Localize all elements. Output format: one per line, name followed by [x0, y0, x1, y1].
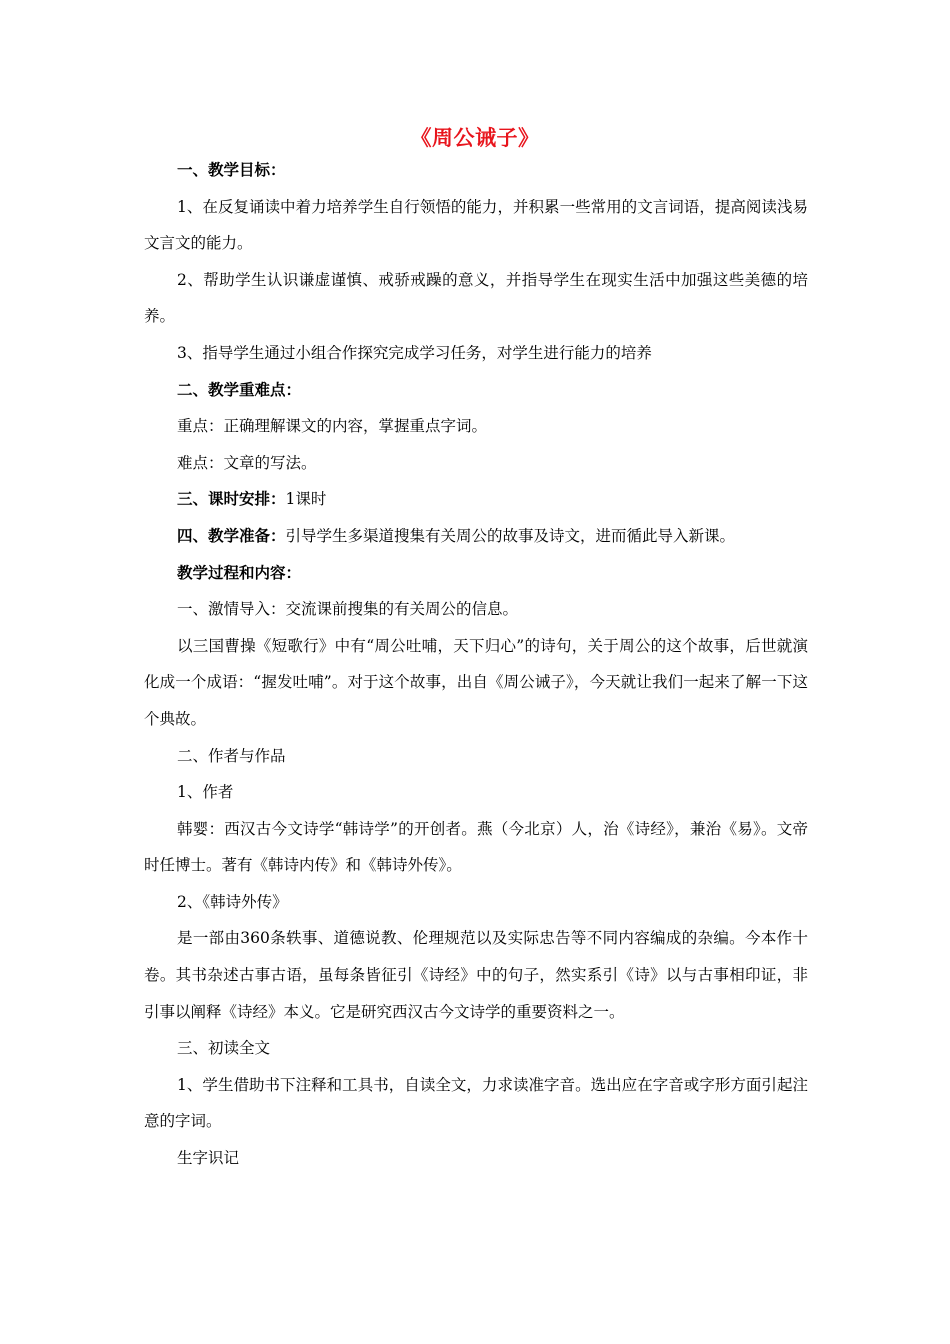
- new-words-heading: 生字识记: [177, 1149, 240, 1168]
- goal-item-3: 3、指导学生通过小组合作探究完成学习任务，对学生进行能力的培养: [177, 343, 652, 362]
- preparation-value: 引导学生多渠道搜集有关周公的故事及诗文，进而循此导入新课。: [285, 526, 736, 545]
- work-text: 是一部由360条轶事、道德说教、伦理规范以及实际忠告等不同内容编成的杂编。今本作十卷。其书杂述古事古语，虽每条皆征引《诗经》中的句子，然实系引《诗》以与古事相印证，非引事以阐释《诗经》本义。它是研究西汉古今文诗学的重要资料之一。: [144, 929, 808, 1021]
- document-body: [144, 152, 808, 1177]
- difficulty-point: 难点：文章的写法。: [177, 453, 317, 472]
- preparation-label: 四、教学准备：: [177, 525, 286, 545]
- author-text: 韩婴：西汉古今文诗学“韩诗学”的开创者。燕（今北京）人，治《诗经》，兼治《易》。文帝时任博士。著有《韩诗内传》和《韩诗外传》。: [144, 819, 808, 875]
- schedule-value: 1课时: [285, 490, 327, 509]
- schedule-line: [144, 481, 808, 518]
- goal-item-1: 1、在反复诵读中着力培养学生自行领悟的能力，并积累一些常用的文言词语，提高阅读浅易文言文的能力。: [144, 197, 808, 253]
- author-section-heading: 二、作者与作品: [177, 746, 286, 765]
- process-heading: 教学过程和内容：: [177, 562, 302, 582]
- document-title: 《周公诫子》: [410, 125, 540, 150]
- author-heading: 1、作者: [177, 783, 234, 802]
- goals-heading: 一、教学目标：: [177, 160, 286, 179]
- reading-section-heading: 三、初读全文: [177, 1039, 271, 1058]
- goal-item-2: 2、帮助学生认识谦虚谨慎、戒骄戒躁的意义，并指导学生在现实生活中加强这些美德的培养。: [144, 270, 808, 326]
- key-point: 重点：正确理解课文的内容，掌握重点字词。: [177, 417, 488, 436]
- key-points-heading: 二、教学重难点：: [177, 379, 302, 399]
- preparation-line: [144, 518, 808, 555]
- work-heading: 2、《韩诗外传》: [177, 892, 288, 911]
- reading-item-1: 1、学生借助书下注释和工具书，自读全文，力求读准字音。选出应在字音或字形方面引起注意的字词。: [144, 1075, 808, 1131]
- intro-text: 以三国曹操《短歌行》中有“周公吐哺，天下归心”的诗句，关于周公的这个故事，后世就演化成一个成语：“握发吐哺”。对于这个故事，出自《周公诫子》，今天就让我们一起来了解一下这个典故。: [144, 636, 808, 728]
- intro-heading: 一、激情导入：交流课前搜集的有关周公的信息。: [177, 600, 519, 619]
- schedule-label: 三、课时安排：: [177, 489, 286, 509]
